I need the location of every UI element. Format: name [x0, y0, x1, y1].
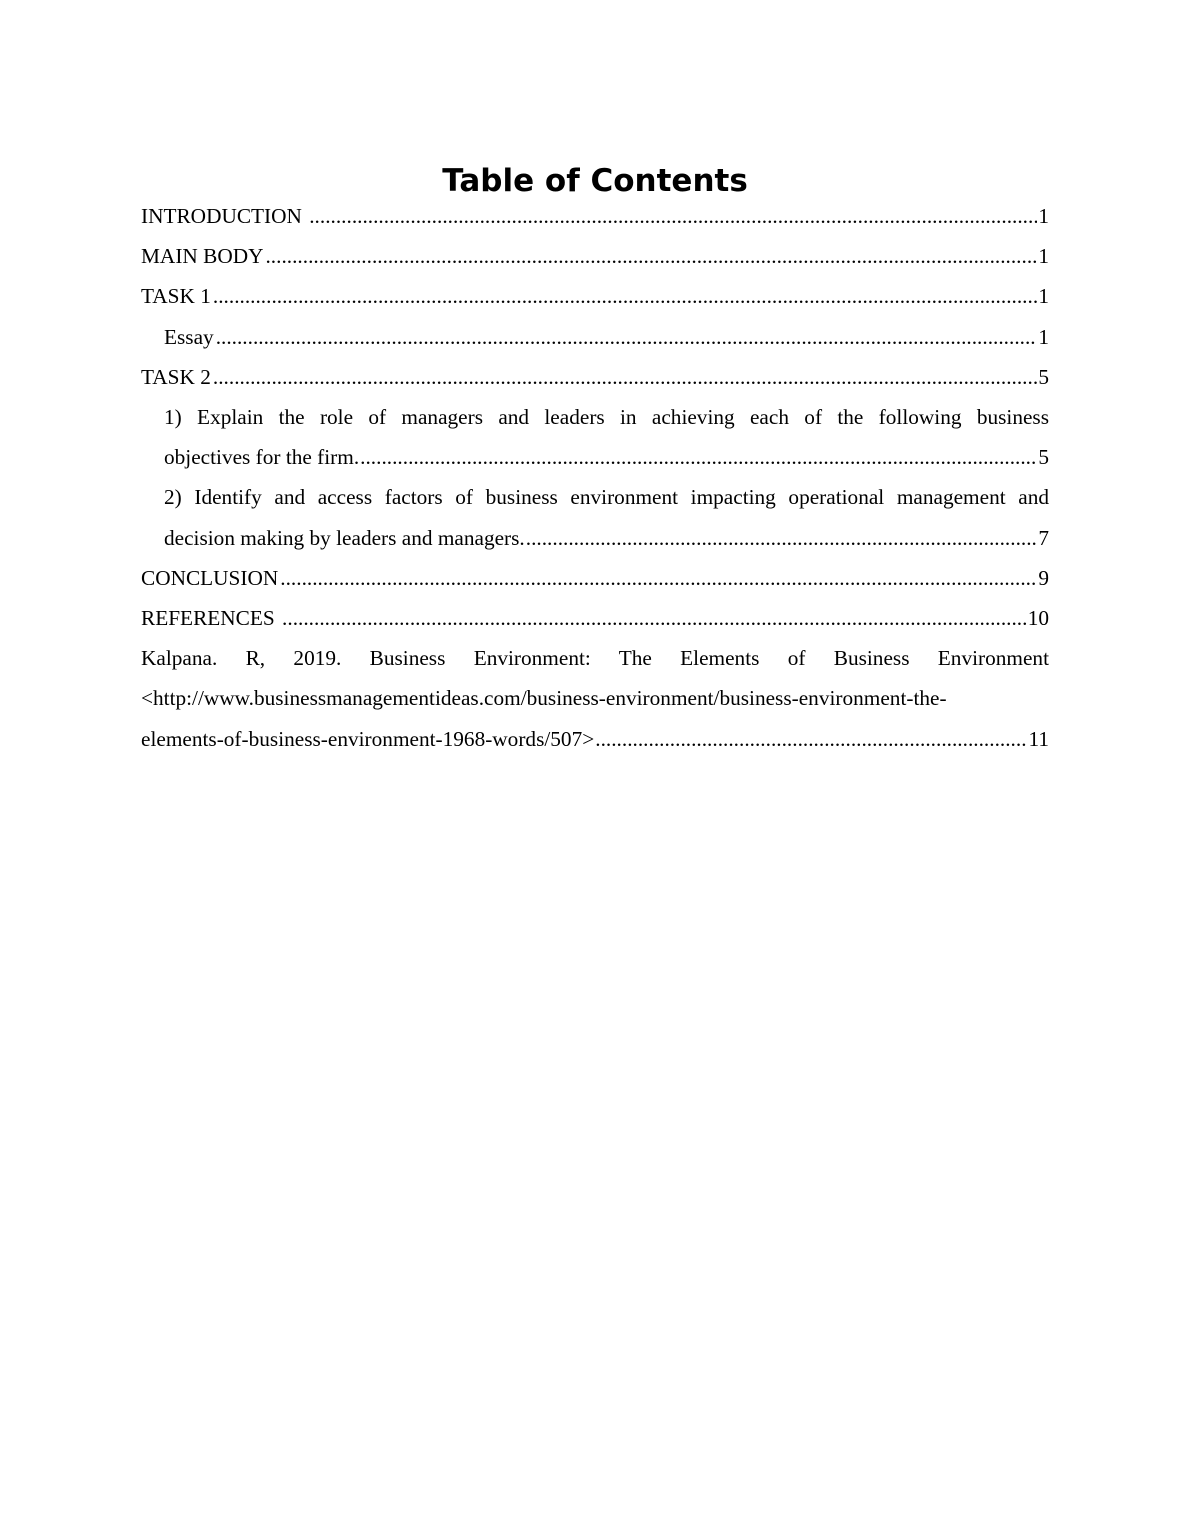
toc-entry-label-line1: 2) Identify and access factors of business environment impacting operational management and: [164, 485, 1049, 510]
toc-entry-kalpana-reference[interactable]: [141, 638, 1049, 759]
toc-page-number: 5: [1037, 357, 1049, 397]
toc-entry-identify-factors[interactable]: [164, 477, 1049, 557]
toc-entry-main-body[interactable]: [141, 236, 1049, 276]
toc-entry-explain-role[interactable]: [164, 397, 1049, 477]
toc-entry-label-line3: elements-of-business-environment-1968-words/507> .....: [141, 727, 1049, 751]
toc-entry-label: REFERENCES .....: [141, 606, 1049, 630]
page-title: Table of Contents: [442, 163, 748, 199]
toc-entry-label-line1: Kalpana. R, 2019. Business Environment: The Elements of Business Environment: [141, 646, 1049, 671]
toc-entry-conclusion[interactable]: [141, 558, 1049, 598]
toc-entry-last-line: [141, 719, 1049, 759]
toc-page-number: 10: [1027, 598, 1049, 638]
toc-entry-label: Essay .....: [164, 325, 1049, 349]
toc-entry-task-1[interactable]: [141, 276, 1049, 316]
toc-entry-label: MAIN BODY .....: [141, 244, 1049, 268]
toc-page-number: 1: [1037, 196, 1049, 236]
toc-page-number: 1: [1037, 276, 1049, 316]
toc-page-number: 7: [1037, 518, 1049, 558]
toc-entry-label-line2: objectives for the firm. .....: [164, 445, 1049, 469]
toc-entry-essay[interactable]: [164, 317, 1049, 357]
toc-entry-label-line2: <http://www.businessmanagementideas.com/business-environment/business-environment-the-: [141, 686, 947, 711]
toc-entry-last-line: [164, 437, 1049, 477]
toc-entry-label: INTRODUCTION .....: [141, 204, 1049, 228]
table-of-contents: [141, 196, 1049, 759]
toc-entry-label: TASK 2 .....: [141, 365, 1049, 389]
toc-page-number: 9: [1037, 558, 1049, 598]
toc-page-number: 1: [1037, 236, 1049, 276]
toc-page-number: 1: [1037, 317, 1049, 357]
toc-page-number: 5: [1037, 437, 1049, 477]
toc-entry-references[interactable]: [141, 598, 1049, 638]
toc-page-number: 11: [1027, 719, 1049, 759]
toc-entry-label: TASK 1 .....: [141, 284, 1049, 308]
toc-entry-label-line2: decision making by leaders and managers. .....: [164, 526, 1049, 550]
toc-entry-label-line1: 1) Explain the role of managers and leaders in achieving each of the following business: [164, 405, 1049, 430]
toc-entry-label: CONCLUSION .....: [141, 566, 1049, 590]
toc-entry-last-line: [164, 518, 1049, 558]
toc-entry-introduction[interactable]: [141, 196, 1049, 236]
toc-entry-task-2[interactable]: [141, 357, 1049, 397]
